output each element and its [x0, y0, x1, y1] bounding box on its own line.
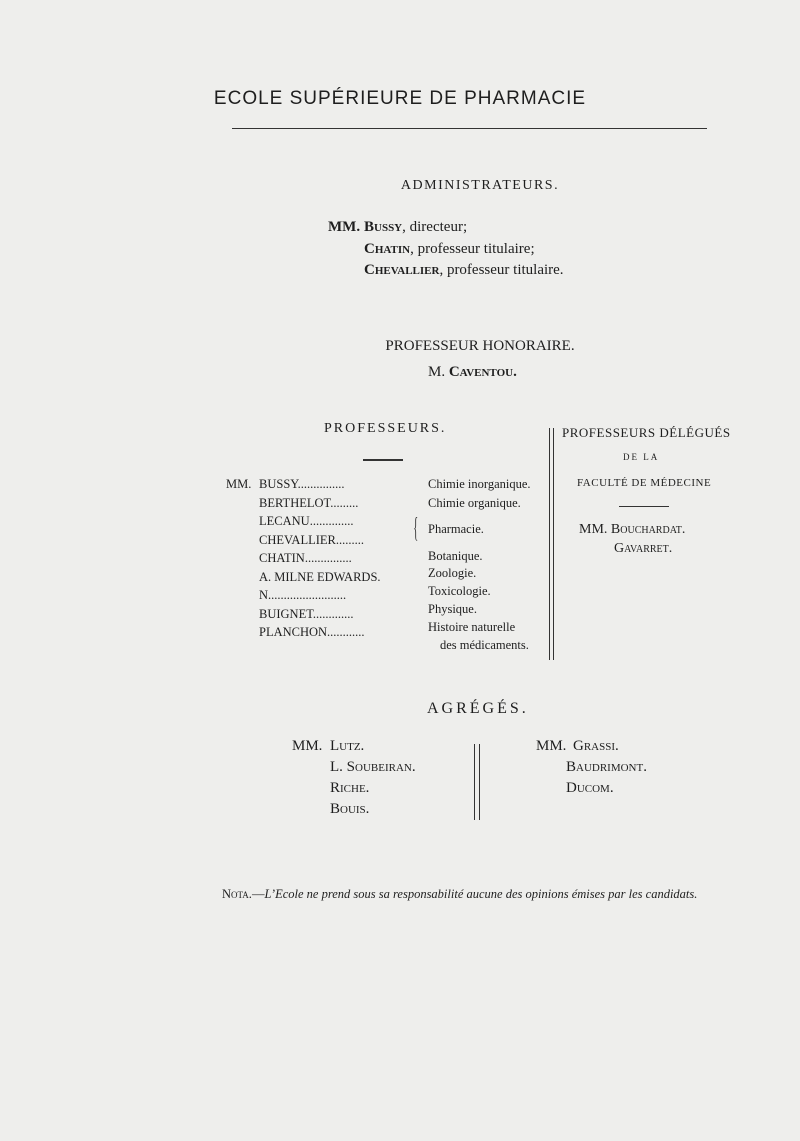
delegue-name: Gavarret.: [614, 541, 673, 556]
professeurs-separator: [363, 459, 403, 461]
agrege-name: Ducom.: [566, 780, 614, 796]
honoraire-entry: [428, 364, 517, 381]
delegues-heading: PROFESSEURS DÉLÉGUÉS: [562, 425, 731, 440]
professeur-name: BUIGNET.............: [259, 606, 354, 621]
professeur-name: BUSSY...............: [259, 477, 345, 491]
professeurs-heading: PROFESSEURS.: [324, 421, 447, 436]
administrateur-entry: [364, 241, 535, 258]
agreges-prefix-right: MM.: [536, 738, 567, 754]
nota-block: [222, 884, 742, 904]
administrateurs-prefix: MM.: [328, 219, 361, 235]
honoraire-name: Caventou.: [448, 364, 517, 380]
professeur-name: A. MILNE EDWARDS.: [259, 569, 381, 584]
administrateurs-heading: ADMINISTRATEURS.: [400, 178, 560, 193]
subject: Toxicologie.: [428, 584, 491, 598]
agreges-divider: [474, 744, 475, 820]
honoraire-heading: PROFESSEUR HONORAIRE.: [385, 338, 575, 354]
subject: Pharmacie.: [428, 522, 484, 536]
pharmacie-brace: {: [413, 513, 419, 544]
subject: Chimie inorganique.: [428, 477, 531, 491]
subject: Physique.: [428, 602, 477, 616]
administrateur-name: Chatin: [364, 241, 411, 257]
subject: des médicaments.: [440, 638, 529, 652]
subject: Botanique.: [428, 549, 483, 563]
agrege-name: Bouis.: [330, 801, 370, 817]
column-divider: [553, 428, 554, 660]
administrateur-role: , directeur;: [402, 219, 468, 235]
administrateur-role: , professeur titulaire;: [410, 241, 535, 257]
professeurs-names: [259, 475, 381, 642]
subject: Zoologie.: [428, 566, 477, 580]
title-rule: [232, 128, 707, 129]
agrege-name: Riche.: [330, 780, 370, 796]
administrateur-name: Chevallier: [364, 262, 440, 278]
professeur-name: BERTHELOT.........: [259, 495, 359, 510]
delegue-name: Bouchardat.: [610, 522, 686, 537]
page-title: ECOLE SUPÉRIEURE DE PHARMACIE: [213, 88, 587, 109]
agreges-heading: AGRÉGÉS.: [427, 700, 529, 717]
delegues-faculte: FACULTÉ DE MÉDECINE: [577, 477, 712, 489]
column-divider: [549, 428, 550, 660]
administrateur-role: , professeur titulaire.: [439, 262, 564, 278]
nota-text: L’Ecole ne prend sous sa responsabilité aucune des opinions émises par les candidats.: [264, 887, 698, 901]
professeur-name: PLANCHON............: [259, 625, 365, 639]
agrege-name: Lutz.: [330, 738, 365, 754]
subject: Chimie organique.: [428, 496, 521, 510]
subject: Histoire naturelle: [428, 620, 516, 634]
agreges-prefix-left: MM.: [292, 738, 323, 754]
delegues-de-la: DE LA: [623, 452, 660, 462]
delegues-prefix: MM.: [579, 522, 608, 537]
professeur-name: LECANU..............: [259, 514, 354, 528]
agreges-divider: [479, 744, 480, 820]
professeur-name: N.........................: [259, 588, 347, 602]
professeur-name: CHATIN...............: [259, 551, 352, 565]
administrateur-name: Bussy: [364, 219, 403, 235]
delegues-separator: [619, 506, 669, 507]
honoraire-prefix: M.: [428, 364, 446, 380]
nota-label: Nota.: [222, 887, 252, 901]
agrege-name: Baudrimont.: [566, 759, 647, 775]
agrege-name: L. Soubeiran.: [330, 759, 416, 775]
agrege-name: Grassi.: [573, 738, 619, 754]
delegues-entry: [579, 522, 685, 538]
professeur-name: CHEVALLIER.........: [259, 532, 364, 547]
administrateur-entry: [364, 262, 564, 279]
administrateur-entry: [364, 219, 467, 236]
nota-dash: —: [251, 887, 265, 901]
professeurs-prefix: MM.: [226, 477, 252, 491]
